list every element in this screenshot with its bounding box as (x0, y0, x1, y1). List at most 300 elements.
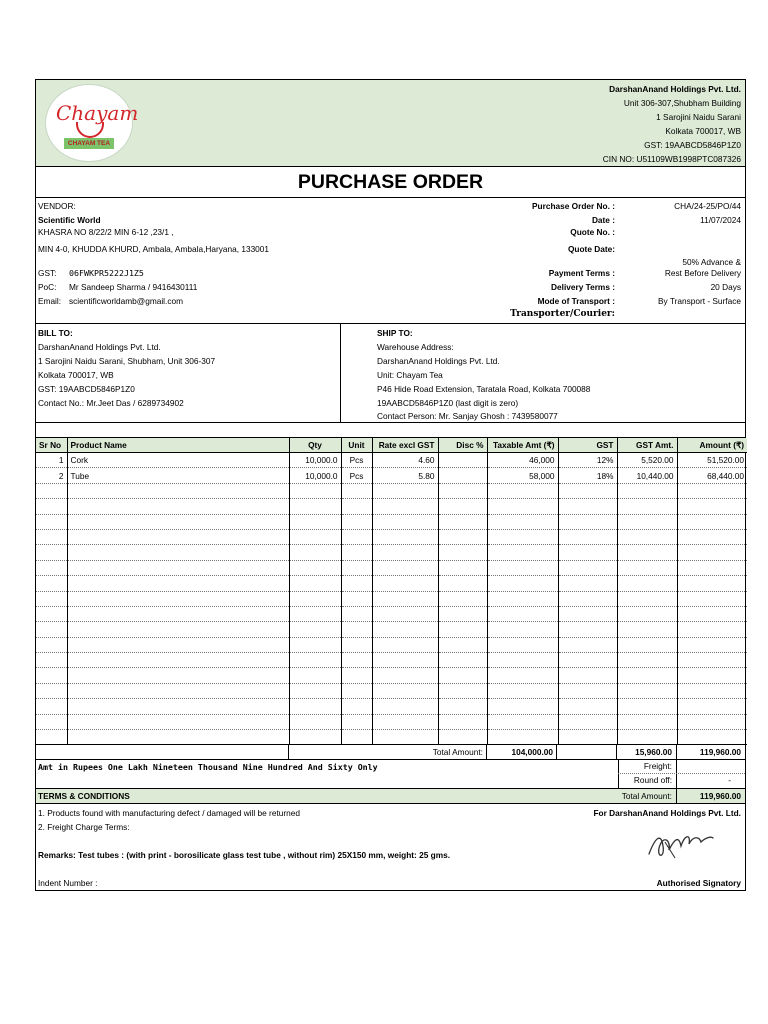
cell-empty (341, 699, 372, 714)
cell-empty (617, 606, 677, 621)
col-header-unit: Unit (341, 438, 372, 453)
cell-empty (341, 653, 372, 668)
terms-line: 1. Products found with manufacturing defect / damaged will be returned (38, 808, 300, 819)
vendor-label: VENDOR: (38, 201, 76, 211)
vendor-address: MIN 4-0, KHUDDA KHURD, Ambala, Ambala,Haryana, 133001 (38, 244, 270, 254)
cell-empty (289, 560, 341, 575)
cell-empty (677, 529, 747, 544)
address-section (36, 324, 745, 423)
cell-empty (36, 653, 67, 668)
cell-empty (677, 730, 747, 745)
cell-empty (372, 714, 438, 729)
cell-empty (617, 653, 677, 668)
cell-empty (36, 499, 67, 514)
cell-empty (617, 499, 677, 514)
cell-empty (487, 668, 558, 683)
cell-empty (487, 499, 558, 514)
cell-rate: 5.80 (372, 468, 438, 483)
table-row-empty (36, 529, 747, 544)
cell-empty (289, 730, 341, 745)
cell-taxable: 46,000 (487, 453, 558, 468)
ship-to-line: Warehouse Address: (377, 342, 454, 352)
cell-disc (438, 468, 487, 483)
cell-empty (289, 699, 341, 714)
cell-empty (372, 653, 438, 668)
table-row-empty (36, 699, 747, 714)
logo-swoosh (76, 122, 104, 138)
cell-empty (558, 699, 617, 714)
cell-empty (36, 622, 67, 637)
cell-empty (677, 653, 747, 668)
courier-label: Transporter/Courier: (510, 309, 615, 319)
items-body (36, 453, 747, 745)
cell-empty (289, 514, 341, 529)
cell-empty (341, 622, 372, 637)
cell-empty (617, 730, 677, 745)
cell-empty (617, 560, 677, 575)
delivery-terms-label: Delivery Terms : (551, 282, 615, 292)
cell-empty (36, 714, 67, 729)
cell-empty (372, 668, 438, 683)
vendor-name: Scientific World (38, 215, 101, 225)
cell-empty (341, 483, 372, 498)
cell-disc (438, 453, 487, 468)
ship-to-line: Contact Person: Mr. Sanjay Ghosh : 7439580077 (377, 411, 558, 421)
cell-empty (341, 714, 372, 729)
cell-empty (289, 606, 341, 621)
cell-qty: 10,000.0 (289, 468, 341, 483)
ship-to-label: SHIP TO: (377, 328, 413, 338)
cell-empty (36, 591, 67, 606)
cell-empty (372, 622, 438, 637)
cell-empty (36, 560, 67, 575)
col-header-gst-amt: GST Amt. (617, 438, 677, 453)
col-header-amount: Amount (₹) (677, 438, 747, 453)
vendor-gst-label: GST: (38, 268, 57, 278)
cell-empty (487, 483, 558, 498)
cell-empty (438, 622, 487, 637)
cell-empty (677, 560, 747, 575)
cell-empty (372, 591, 438, 606)
ship-to-line: DarshanAnand Holdings Pvt. Ltd. (377, 356, 500, 366)
company-address-line: Unit 306-307,Shubham Building (623, 98, 741, 108)
cell-empty (677, 606, 747, 621)
cell-empty (67, 699, 289, 714)
cell-empty (341, 529, 372, 544)
cell-empty (289, 622, 341, 637)
cell-empty (438, 576, 487, 591)
cell-empty (558, 730, 617, 745)
amount-words-section (36, 760, 745, 789)
summary-total-label: Total Amount: (621, 791, 672, 802)
freight-label: Freight: (643, 761, 672, 772)
po-number-value: CHA/24-25/PO/44 (674, 201, 741, 211)
items-table (36, 438, 747, 745)
cell-empty (67, 622, 289, 637)
cell-empty (67, 683, 289, 698)
cell-empty (677, 622, 747, 637)
cell-empty (341, 576, 372, 591)
remarks: Remarks: Test tubes : (with print - borosilicate glass test tube , without rim) 25X150 mm, weight: 25 gms. (38, 850, 451, 861)
cell-taxable: 58,000 (487, 468, 558, 483)
cell-empty (372, 699, 438, 714)
company-cin: CIN NO: U51109WB1998PTC087326 (602, 154, 741, 164)
cell-empty (438, 683, 487, 698)
cell-empty (617, 714, 677, 729)
cell-empty (487, 637, 558, 652)
cell-empty (487, 699, 558, 714)
cell-empty (558, 637, 617, 652)
cell-empty (289, 499, 341, 514)
cell-empty (677, 714, 747, 729)
transport-mode-value: By Transport - Surface (657, 296, 741, 306)
logo-text: Chayam (56, 101, 139, 125)
divider (616, 745, 617, 759)
bill-to-line: 1 Sarojini Naidu Sarani, Shubham, Unit 306-307 (38, 356, 216, 366)
cell-empty (438, 483, 487, 498)
authorised-signatory: Authorised Signatory (656, 878, 741, 889)
table-row-empty (36, 606, 747, 621)
cell-empty (487, 653, 558, 668)
cell-empty (438, 545, 487, 560)
cell-empty (341, 606, 372, 621)
cell-product: Tube (67, 468, 289, 483)
divider (618, 760, 619, 788)
vendor-email-label: Email: (38, 296, 62, 306)
cell-empty (487, 514, 558, 529)
cell-empty (372, 683, 438, 698)
cell-empty (341, 514, 372, 529)
divider (486, 745, 487, 759)
cell-empty (438, 730, 487, 745)
cell-empty (36, 576, 67, 591)
cell-gst: 12% (558, 453, 617, 468)
cell-empty (67, 606, 289, 621)
cell-amount: 68,440.00 (677, 468, 747, 483)
table-row-empty (36, 514, 747, 529)
po-date-label: Date : (591, 215, 615, 225)
cell-empty (341, 499, 372, 514)
payment-terms-value: Rest Before Delivery (664, 268, 741, 278)
cell-empty (67, 560, 289, 575)
divider (556, 745, 557, 759)
company-address-line: 1 Sarojini Naidu Sarani (656, 112, 741, 122)
cell-empty (438, 529, 487, 544)
address-divider (340, 324, 341, 422)
cell-qty: 10,000.0 (289, 453, 341, 468)
cell-empty (677, 483, 747, 498)
cell-empty (558, 622, 617, 637)
cell-empty (558, 714, 617, 729)
cell-empty (617, 514, 677, 529)
cell-empty (67, 730, 289, 745)
col-header-disc: Disc % (438, 438, 487, 453)
cell-empty (558, 653, 617, 668)
cell-empty (617, 637, 677, 652)
page-title: PURCHASE ORDER (297, 171, 484, 193)
cell-product: Cork (67, 453, 289, 468)
total-amount: 119,960.00 (699, 747, 741, 758)
logo-badge: CHAYAM TEA (64, 138, 114, 149)
cell-rate: 4.60 (372, 453, 438, 468)
cell-empty (289, 714, 341, 729)
cell-empty (558, 591, 617, 606)
cell-empty (617, 683, 677, 698)
transport-mode-label: Mode of Transport : (537, 296, 615, 306)
col-header-gst: GST (558, 438, 617, 453)
cell-empty (341, 730, 372, 745)
cell-empty (677, 514, 747, 529)
company-gst: GST: 19AABCD5846P1Z0 (644, 140, 741, 150)
divider (676, 745, 677, 759)
cell-empty (617, 576, 677, 591)
cell-empty (677, 545, 747, 560)
cell-empty (558, 514, 617, 529)
col-header-taxable: Taxable Amt (₹) (487, 438, 558, 453)
cell-sr: 2 (36, 468, 67, 483)
cell-empty (487, 529, 558, 544)
company-name: DarshanAnand Holdings Pvt. Ltd. (609, 84, 741, 94)
cell-empty (372, 499, 438, 514)
cell-empty (36, 683, 67, 698)
table-row-empty (36, 483, 747, 498)
quote-number-label: Quote No. : (570, 227, 615, 237)
indent-number-label: Indent Number : (38, 878, 98, 889)
cell-empty (487, 622, 558, 637)
divider (676, 760, 677, 788)
table-row-empty (36, 499, 747, 514)
cell-empty (677, 699, 747, 714)
cell-empty (617, 699, 677, 714)
ship-to-line: 19AABCD5846P1Z0 (last digit is zero) (377, 398, 519, 408)
table-row-empty (36, 622, 747, 637)
cell-empty (438, 560, 487, 575)
vendor-poc-label: PoC: (38, 282, 57, 292)
company-logo (45, 84, 139, 162)
cell-empty (67, 499, 289, 514)
cell-gst-amt: 10,440.00 (617, 468, 677, 483)
cell-unit: Pcs (341, 468, 372, 483)
divider (676, 789, 677, 803)
cell-empty (372, 576, 438, 591)
roundoff-label: Round off: (633, 775, 672, 786)
footer (36, 804, 745, 890)
cell-empty (341, 591, 372, 606)
cell-empty (289, 529, 341, 544)
cell-empty (677, 576, 747, 591)
cell-empty (677, 637, 747, 652)
cell-empty (289, 483, 341, 498)
cell-empty (372, 730, 438, 745)
cell-empty (341, 545, 372, 560)
terms-heading-row (36, 789, 745, 804)
vendor-gst-value: 06FWKPR5222J1Z5 (69, 268, 144, 278)
ship-to-line: Unit: Chayam Tea (377, 370, 443, 380)
col-header-rate: Rate excl GST (372, 438, 438, 453)
table-row-empty (36, 576, 747, 591)
cell-empty (558, 560, 617, 575)
table-row-empty (36, 714, 747, 729)
for-company: For DarshanAnand Holdings Pvt. Ltd. (593, 808, 741, 819)
cell-empty (67, 591, 289, 606)
table-row-empty (36, 730, 747, 745)
table-row-empty (36, 591, 747, 606)
spacer-row (36, 423, 745, 438)
cell-empty (677, 591, 747, 606)
cell-empty (372, 637, 438, 652)
cell-empty (677, 499, 747, 514)
cell-gst-amt: 5,520.00 (617, 453, 677, 468)
vendor-email-value: scientificworldamb@gmail.com (69, 296, 184, 306)
cell-empty (487, 591, 558, 606)
cell-empty (438, 668, 487, 683)
delivery-terms-value: 20 Days (710, 282, 741, 292)
bill-to-line: DarshanAnand Holdings Pvt. Ltd. (38, 342, 161, 352)
cell-empty (617, 483, 677, 498)
table-row-empty (36, 683, 747, 698)
cell-empty (487, 545, 558, 560)
table-row (36, 468, 747, 483)
cell-empty (36, 637, 67, 652)
cell-empty (558, 606, 617, 621)
cell-empty (438, 514, 487, 529)
amount-in-words: Amt in Rupees One Lakh Nineteen Thousand Nine Hundred And Sixty Only (38, 762, 378, 773)
cell-empty (558, 483, 617, 498)
cell-empty (372, 483, 438, 498)
roundoff-value: - (728, 775, 731, 786)
cell-empty (36, 483, 67, 498)
bill-to-line: GST: 19AABCD5846P1Z0 (38, 384, 135, 394)
cell-empty (36, 514, 67, 529)
cell-empty (617, 545, 677, 560)
cell-empty (289, 545, 341, 560)
cell-empty (341, 637, 372, 652)
cell-empty (438, 606, 487, 621)
cell-empty (558, 683, 617, 698)
cell-empty (289, 653, 341, 668)
table-row (36, 453, 747, 468)
cell-empty (438, 591, 487, 606)
cell-empty (487, 683, 558, 698)
cell-empty (487, 576, 558, 591)
cell-empty (677, 683, 747, 698)
cell-empty (558, 529, 617, 544)
table-row-empty (36, 668, 747, 683)
cell-empty (372, 606, 438, 621)
cell-empty (558, 576, 617, 591)
cell-empty (36, 668, 67, 683)
totals-row (36, 745, 745, 760)
payment-terms-label: Payment Terms : (548, 268, 615, 278)
cell-empty (372, 514, 438, 529)
purchase-order-sheet (35, 79, 746, 891)
cell-empty (558, 499, 617, 514)
po-date-value: 11/07/2024 (700, 215, 741, 225)
cell-empty (558, 668, 617, 683)
cell-empty (289, 668, 341, 683)
table-row-empty (36, 560, 747, 575)
cell-empty (289, 637, 341, 652)
cell-empty (67, 576, 289, 591)
cell-empty (438, 637, 487, 652)
cell-empty (67, 483, 289, 498)
bill-to-line: Contact No.: Mr.Jeet Das / 6289734902 (38, 398, 184, 408)
quote-date-label: Quote Date: (567, 244, 615, 254)
cell-empty (487, 730, 558, 745)
divider (288, 745, 289, 759)
terms-heading: TERMS & CONDITIONS (38, 791, 130, 802)
vendor-poc-value: Mr Sandeep Sharma / 9416430111 (69, 282, 198, 292)
table-row-empty (36, 653, 747, 668)
cell-amount: 51,520.00 (677, 453, 747, 468)
cell-empty (67, 529, 289, 544)
total-amount-label: Total Amount: (432, 747, 483, 758)
cell-empty (617, 591, 677, 606)
ship-to-line: P46 Hide Road Extension, Taratala Road, Kolkata 700088 (377, 384, 591, 394)
vendor-section (36, 198, 745, 324)
col-header-qty: Qty (289, 438, 341, 453)
cell-empty (67, 514, 289, 529)
cell-empty (558, 545, 617, 560)
total-gst-amt: 15,960.00 (635, 747, 672, 758)
cell-empty (438, 699, 487, 714)
cell-empty (341, 560, 372, 575)
cell-empty (289, 683, 341, 698)
cell-empty (372, 529, 438, 544)
signature (645, 824, 715, 864)
cell-empty (617, 668, 677, 683)
cell-empty (36, 730, 67, 745)
cell-empty (67, 668, 289, 683)
cell-empty (487, 714, 558, 729)
cell-empty (67, 637, 289, 652)
cell-empty (438, 714, 487, 729)
total-taxable: 104,000.00 (511, 747, 553, 758)
cell-empty (36, 699, 67, 714)
table-row-empty (36, 545, 747, 560)
cell-unit: Pcs (341, 453, 372, 468)
cell-empty (438, 499, 487, 514)
table-row-empty (36, 637, 747, 652)
cell-empty (289, 576, 341, 591)
table-header-row (36, 438, 747, 453)
vendor-address: KHASRA NO 8/22/2 MIN 6-12 ,23/1 , (38, 227, 174, 237)
cell-empty (617, 622, 677, 637)
col-header-sr: Sr No (36, 438, 67, 453)
title-row (36, 167, 745, 198)
cell-sr: 1 (36, 453, 67, 468)
cell-empty (67, 714, 289, 729)
cell-empty (341, 668, 372, 683)
cell-empty (289, 591, 341, 606)
col-header-product: Product Name (67, 438, 289, 453)
cell-empty (36, 529, 67, 544)
bill-to-line: Kolkata 700017, WB (38, 370, 114, 380)
cell-empty (617, 529, 677, 544)
cell-empty (341, 683, 372, 698)
company-address-line: Kolkata 700017, WB (665, 126, 741, 136)
cell-empty (372, 545, 438, 560)
cell-empty (677, 668, 747, 683)
cell-empty (67, 545, 289, 560)
cell-empty (67, 653, 289, 668)
cell-empty (487, 560, 558, 575)
cell-empty (438, 653, 487, 668)
divider (618, 773, 745, 774)
cell-empty (487, 606, 558, 621)
terms-line: 2. Freight Charge Terms: (38, 822, 130, 833)
cell-empty (36, 606, 67, 621)
